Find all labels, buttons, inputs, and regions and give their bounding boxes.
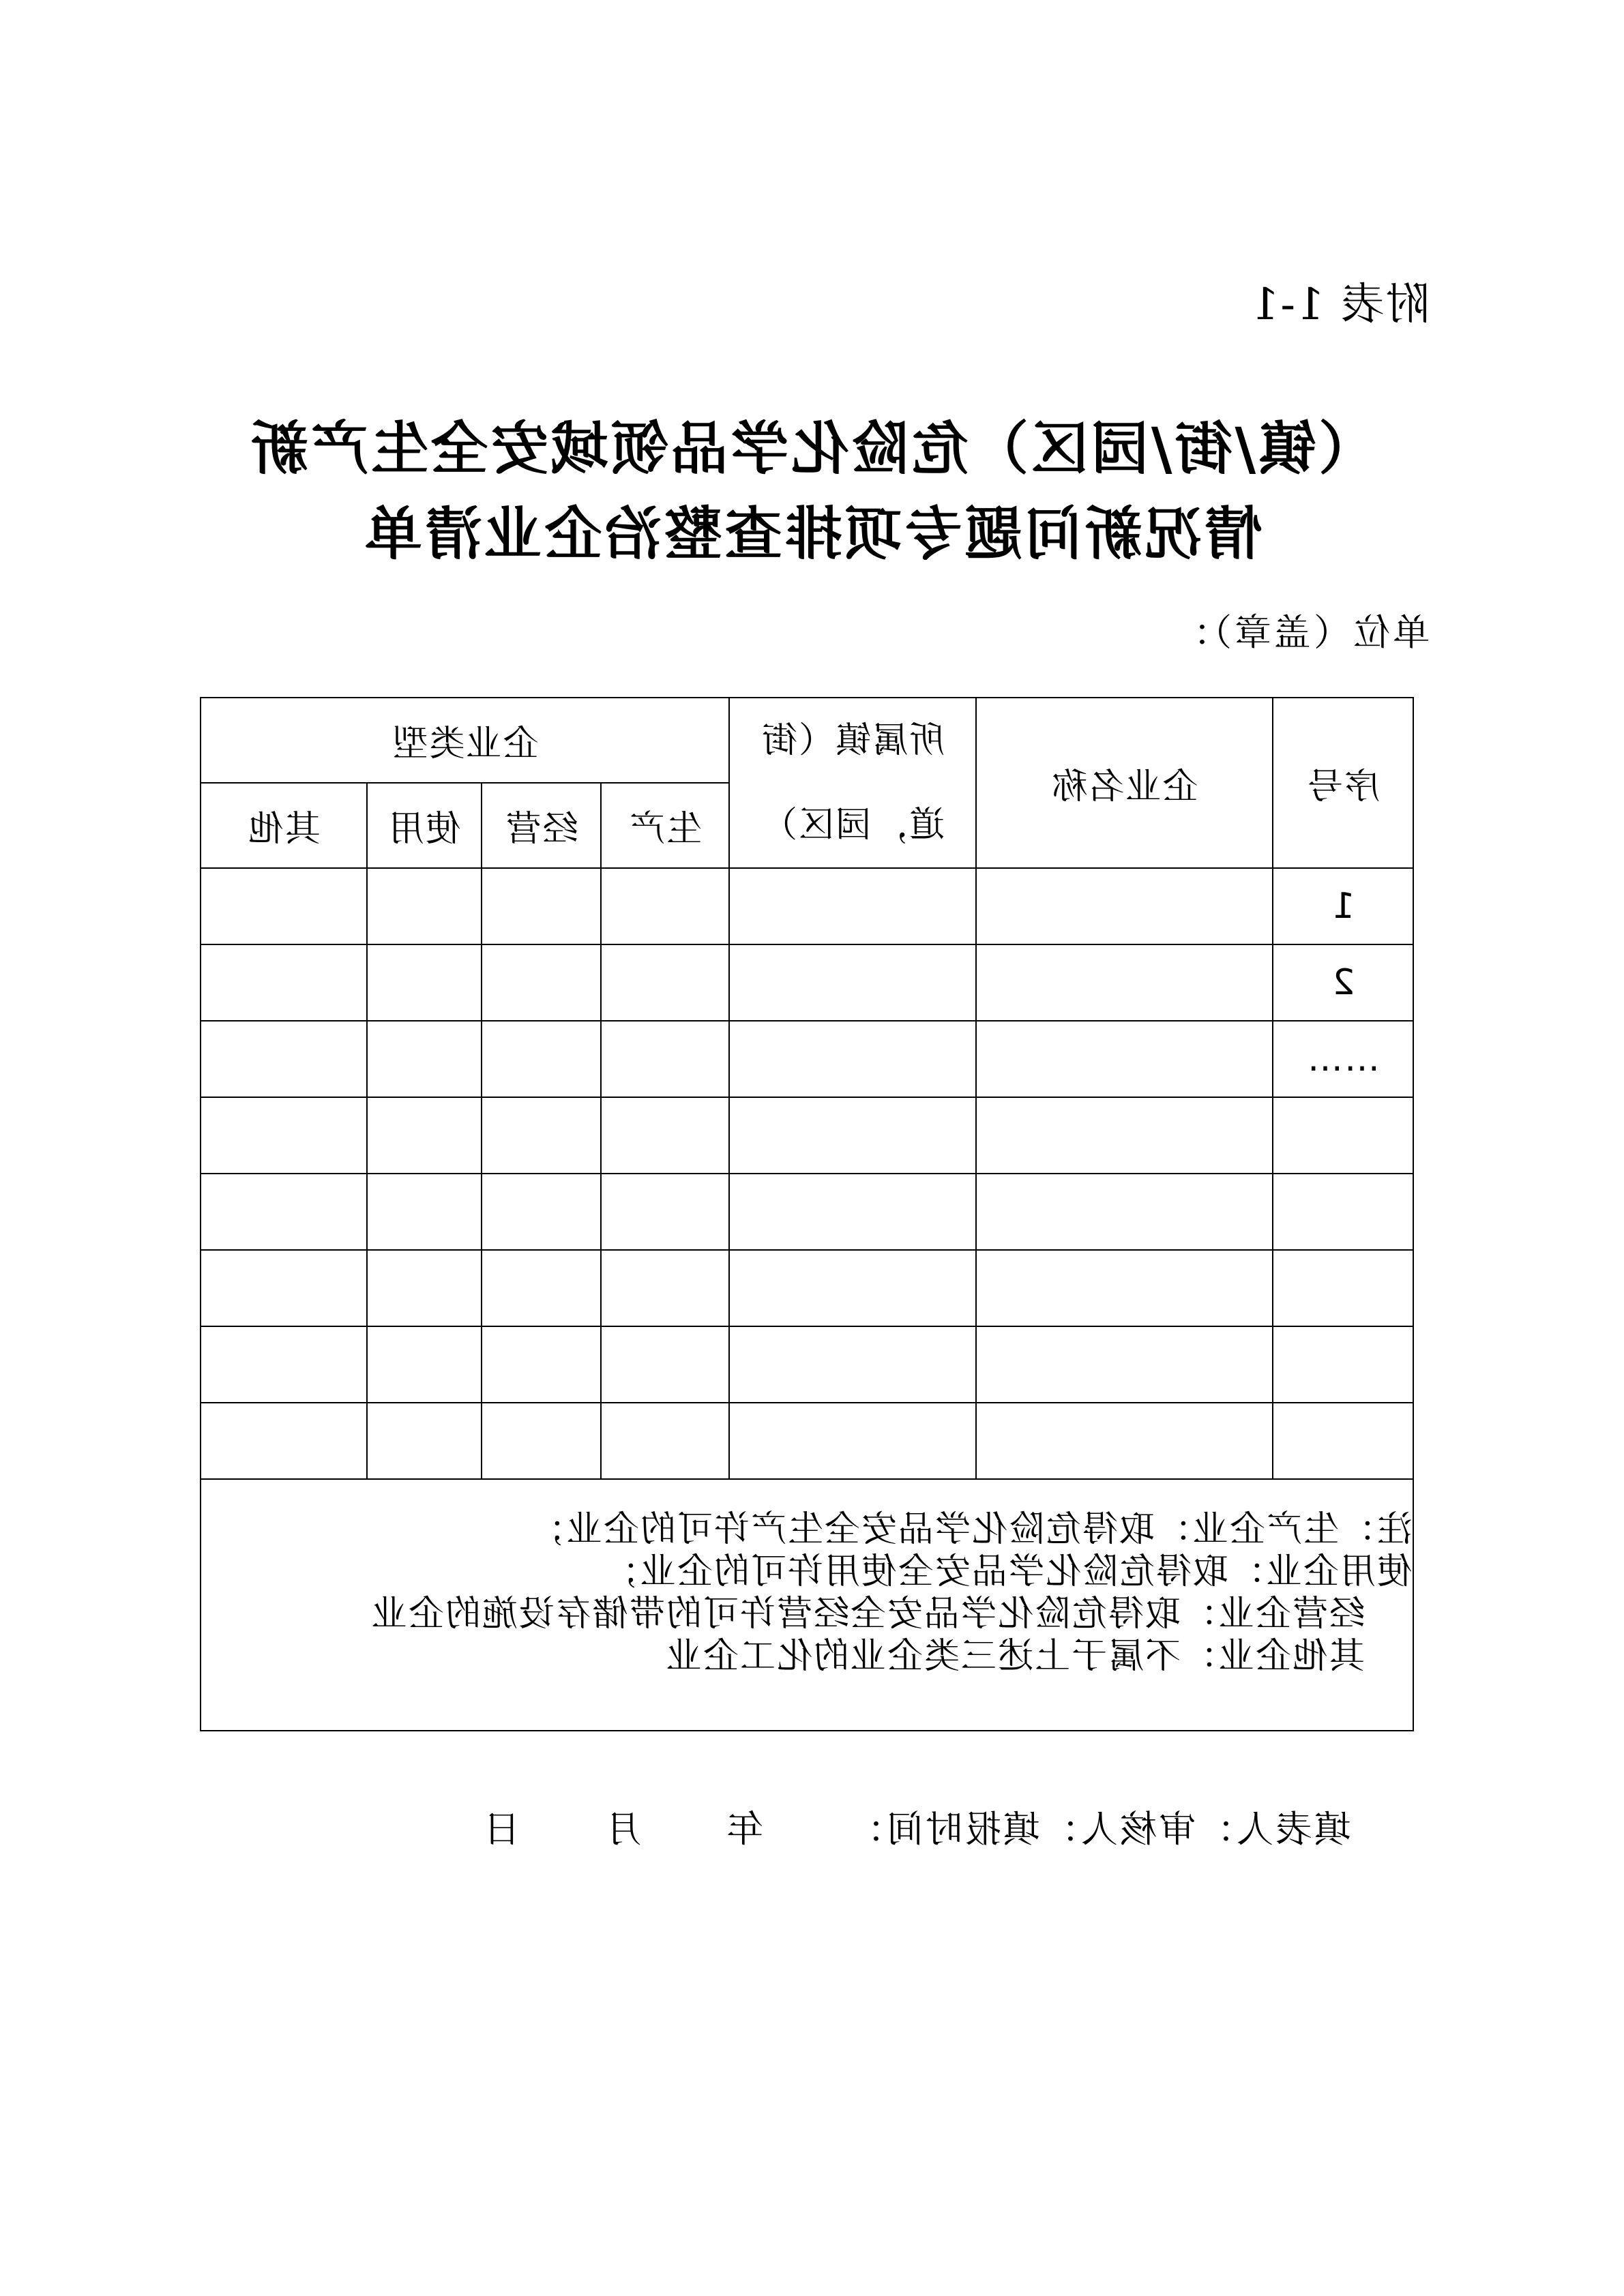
- table-row: [201, 944, 1413, 1021]
- header-town: 所属镇（街道，园区）: [729, 698, 976, 868]
- row-seq: [1273, 1250, 1413, 1326]
- date-label: 填报时间：: [846, 1808, 1040, 1851]
- row-seq: ……: [1273, 1021, 1413, 1097]
- header-enterprise-name: 企业名称: [976, 698, 1273, 868]
- cell-use[interactable]: [367, 868, 482, 944]
- row-seq: 1: [1273, 868, 1413, 944]
- table-row: [201, 1326, 1413, 1403]
- annex-label: 附表 1-1: [1250, 280, 1430, 330]
- header-type-production: 生产: [601, 783, 729, 868]
- cell-use[interactable]: [367, 1097, 482, 1174]
- cell-town[interactable]: [729, 944, 976, 1021]
- cell-use[interactable]: [367, 1326, 482, 1403]
- title-line-2: 情况新问题专项排查整治企业清单: [361, 500, 1263, 567]
- table-row: [201, 1250, 1413, 1326]
- cell-name[interactable]: [976, 944, 1273, 1021]
- row-seq: [1273, 1097, 1413, 1174]
- cell-other[interactable]: [201, 1021, 367, 1097]
- cell-name[interactable]: [976, 1021, 1273, 1097]
- cell-name[interactable]: [976, 1250, 1273, 1326]
- signature-footer: [482, 1800, 1351, 1853]
- unit-stamp-label: 单位（盖章）：: [1171, 611, 1430, 654]
- cell-other[interactable]: [201, 1250, 367, 1326]
- cell-operation[interactable]: [482, 1097, 601, 1174]
- cell-operation[interactable]: [482, 1250, 601, 1326]
- cell-production[interactable]: [601, 1403, 729, 1479]
- day-label: 日: [482, 1808, 520, 1851]
- header-type-other: 其他: [201, 783, 367, 868]
- note-production: 注：生产企业：取得危险化学品安全生产许可的企业；: [528, 1509, 1413, 1550]
- cell-use[interactable]: [367, 1250, 482, 1326]
- table-row: [201, 1021, 1413, 1097]
- note-operation: 经营企业：取得危险化学品安全经营许可的带储存设施的企业: [370, 1594, 1365, 1635]
- table-header-row: [201, 698, 1413, 783]
- row-seq: [1273, 1403, 1413, 1479]
- cell-other[interactable]: [201, 1326, 367, 1403]
- cell-operation[interactable]: [482, 1021, 601, 1097]
- cell-production[interactable]: [601, 1174, 729, 1250]
- cell-other[interactable]: [201, 944, 367, 1021]
- cell-name[interactable]: [976, 868, 1273, 944]
- cell-name[interactable]: [976, 1174, 1273, 1250]
- cell-production[interactable]: [601, 1250, 729, 1326]
- year-label: 年: [724, 1808, 763, 1851]
- notes-row: [201, 1479, 1413, 1731]
- cell-operation[interactable]: [482, 868, 601, 944]
- cell-town[interactable]: [729, 1403, 976, 1479]
- cell-production[interactable]: [601, 1021, 729, 1097]
- cell-use[interactable]: [367, 1021, 482, 1097]
- cell-other[interactable]: [201, 1403, 367, 1479]
- cell-production[interactable]: [601, 944, 729, 1021]
- cell-name[interactable]: [976, 1097, 1273, 1174]
- cell-name[interactable]: [976, 1326, 1273, 1403]
- cell-production[interactable]: [601, 868, 729, 944]
- row-seq: [1273, 1174, 1413, 1250]
- table-row: [201, 1097, 1413, 1174]
- reviewer-label: 审核人：: [1040, 1808, 1196, 1851]
- note-other: 其他企业：不属于上述三类企业的化工企业: [664, 1636, 1365, 1677]
- cell-use[interactable]: [367, 1174, 482, 1250]
- cell-other[interactable]: [201, 868, 367, 944]
- header-type-use: 使用: [367, 783, 482, 868]
- row-seq: 2: [1273, 944, 1413, 1021]
- table-row: [201, 1174, 1413, 1250]
- cell-other[interactable]: [201, 1174, 367, 1250]
- cell-town[interactable]: [729, 1174, 976, 1250]
- cell-operation[interactable]: [482, 1326, 601, 1403]
- enterprise-list-table: [200, 697, 1414, 1731]
- cell-operation[interactable]: [482, 944, 601, 1021]
- header-enterprise-type: 企业类型: [201, 698, 729, 783]
- cell-other[interactable]: [201, 1097, 367, 1174]
- cell-operation[interactable]: [482, 1174, 601, 1250]
- cell-use[interactable]: [367, 1403, 482, 1479]
- title-line-1: （镇/街/园区）危险化学品领域安全生产新: [248, 415, 1376, 482]
- header-type-operation: 经营: [482, 783, 601, 868]
- cell-production[interactable]: [601, 1097, 729, 1174]
- month-label: 月: [603, 1808, 642, 1851]
- notes-cell: [201, 1479, 1413, 1731]
- cell-town[interactable]: [729, 868, 976, 944]
- cell-town[interactable]: [729, 1021, 976, 1097]
- row-seq: [1273, 1326, 1413, 1403]
- cell-town[interactable]: [729, 1326, 976, 1403]
- cell-operation[interactable]: [482, 1403, 601, 1479]
- table-row: [201, 868, 1413, 944]
- header-seq: 序号: [1273, 698, 1413, 868]
- table-row: [201, 1403, 1413, 1479]
- cell-production[interactable]: [601, 1326, 729, 1403]
- filler-label: 填表人：: [1196, 1808, 1351, 1851]
- document-title: [0, 406, 1624, 576]
- note-use: 使用企业：取得危险化学品安全使用许可的企业；: [602, 1551, 1413, 1592]
- cell-town[interactable]: [729, 1250, 976, 1326]
- cell-name[interactable]: [976, 1403, 1273, 1479]
- cell-use[interactable]: [367, 944, 482, 1021]
- cell-town[interactable]: [729, 1097, 976, 1174]
